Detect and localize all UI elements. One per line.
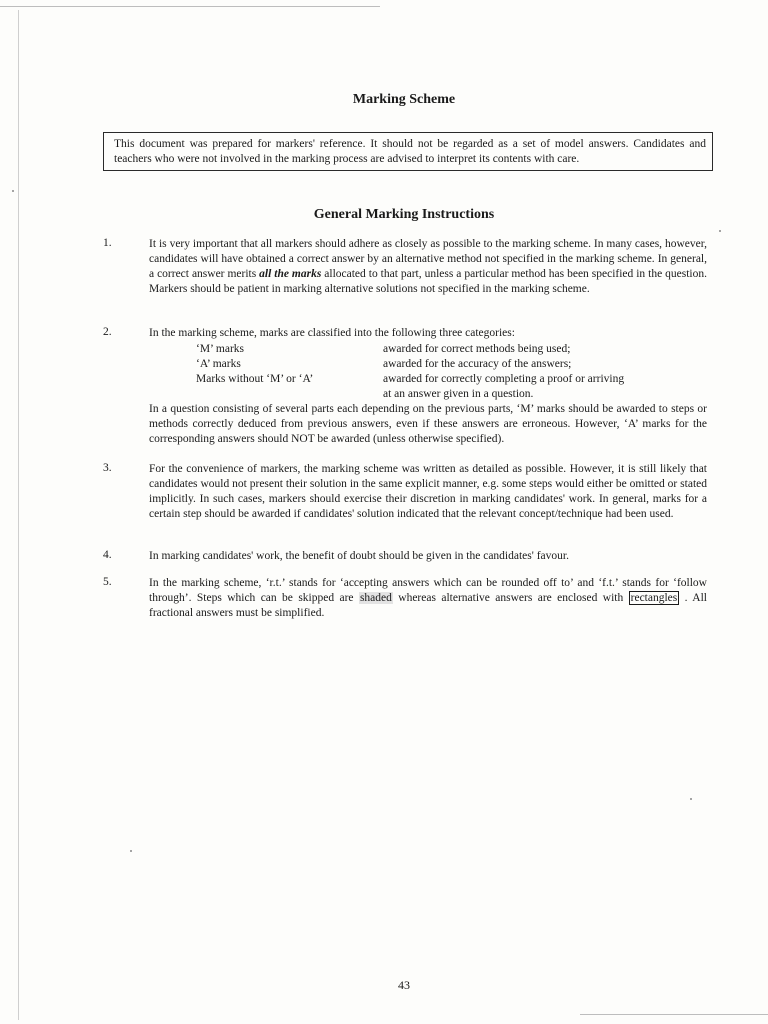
item-text: allocated to that part, unless a particular method has been specified in the question. Markers should be patient in marking alternative solutions not specified in the marking scheme. (149, 268, 707, 295)
instruction-item-5 (149, 576, 707, 621)
marks-description: awarded for correct methods being used; (383, 343, 571, 355)
item-text: It is very important that all markers should adhere as closely as possible to the marking scheme. In many cases, however, candidates will have obtained a correct answer by an alternative method not specified in the marking scheme. In general, a correct answer merits (149, 238, 707, 280)
scan-speck (130, 850, 132, 852)
marks-description: awarded for the accuracy of the answers; (383, 358, 572, 370)
marks-label: ‘A’ marks (196, 358, 241, 370)
item-number: 1. (103, 237, 112, 249)
instruction-item-2-intro: In the marking scheme, marks are classified into the following three categories: (149, 327, 515, 339)
scan-edge-top (0, 6, 380, 7)
scan-speck (719, 230, 721, 232)
scan-edge-bottom (580, 1014, 768, 1015)
instruction-item-4: In marking candidates' work, the benefit of doubt should be given in the candidates' favour. (149, 550, 569, 562)
section-title: General Marking Instructions (313, 207, 495, 222)
instruction-item-3: For the convenience of markers, the marking scheme was written as detailed as possible. However, it is still likely that candidates would not present their solution in the same explicit manner, e.g. some steps would either be omitted or stated implicitly. In such cases, markers should exercise their discretion in marking candidates' work. In general, marks for a certain step should be awarded if candidates' solution indicated that the relevant concept/technique had been used. (149, 463, 707, 520)
item-text: In the marking scheme, ‘r.t.’ stands for ‘accepting answers which can be rounded off to’ and ‘f.t.’ stands for ‘follow through’. Steps which can be skipped are (149, 577, 707, 604)
item-text: . All fractional answers must be simplified. (149, 592, 707, 619)
rectangle-example: rectangles (630, 592, 678, 604)
item-number: 2. (103, 326, 112, 338)
instruction-item-2-followup: In a question consisting of several parts each depending on the previous parts, ‘M’ marks should be awarded to steps or methods correctly deduced from previous answers, even if these answers are erroneous. However, ‘A’ marks for the corresponding answers should NOT be awarded (unless otherwise specified). (149, 403, 707, 445)
page-number: 43 (398, 978, 410, 992)
emphasis-text: all the marks (259, 268, 322, 280)
marks-description-continued: at an answer given in a question. (383, 388, 534, 400)
page-title: Marking Scheme (352, 92, 456, 107)
scan-speck (690, 798, 692, 800)
shaded-example: shaded (359, 592, 392, 604)
scan-edge-left (18, 10, 19, 1020)
marks-description: awarded for correctly completing a proof or arriving (383, 373, 625, 385)
item-text: whereas alternative answers are enclosed with (392, 592, 629, 604)
instruction-item-1 (149, 237, 707, 297)
notice-box: This document was prepared for markers' reference. It should not be regarded as a set of model answers. Candidates and teachers who were not involved in the marking process are advised to interpret its contents with care. (103, 132, 713, 171)
scan-speck (12, 190, 14, 192)
item-number: 3. (103, 462, 112, 474)
marks-label: ‘M’ marks (196, 343, 245, 355)
item-number: 4. (103, 549, 112, 561)
marks-label: Marks without ‘M’ or ‘A’ (196, 373, 314, 385)
item-number: 5. (103, 576, 112, 588)
